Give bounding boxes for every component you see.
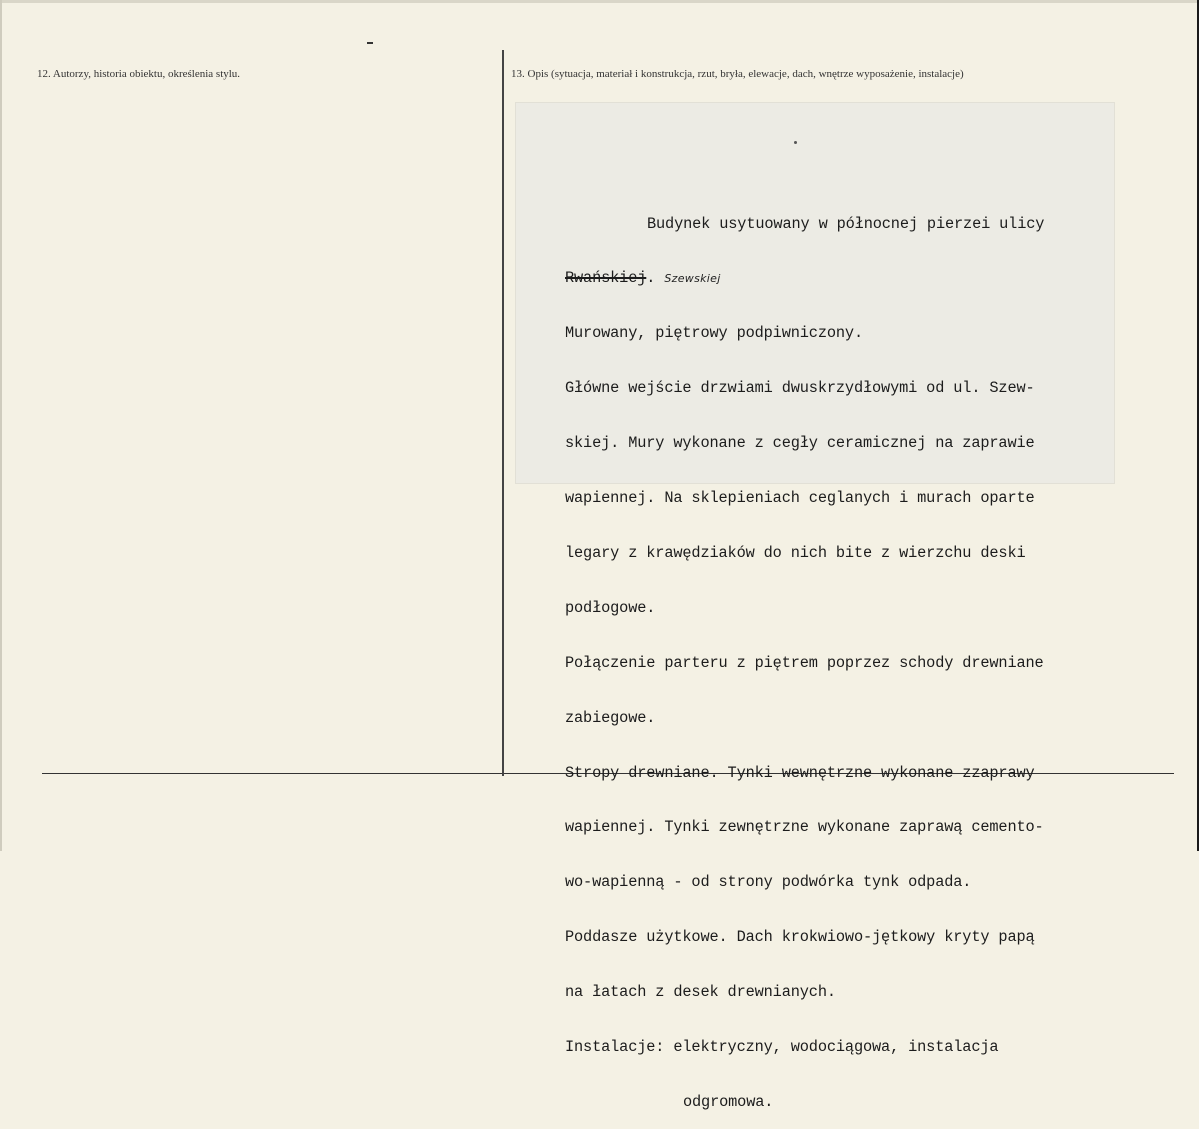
section-12-label: 12. Autorzy, historia obiektu, określenia stylu. — [37, 68, 241, 80]
description-last-line: odgromowa. — [683, 1092, 774, 1111]
description-line: podłogowe. — [565, 598, 656, 617]
page-top-edge — [0, 0, 1199, 3]
speck-mark — [794, 141, 797, 144]
description-line: wo-wapienną - od strony podwórka tynk odpada. — [565, 873, 972, 892]
description-line: Połączenie parteru z piętrem poprzez schody drewniane — [565, 653, 1044, 672]
description-line: skiej. Mury wykonane z cegły ceramicznej na zaprawie — [565, 434, 1035, 453]
description-line: wapiennej. Tynki zewnętrzne wykonane zaprawą cemento- — [565, 818, 1044, 837]
description-line: Główne wejście drzwiami dwuskrzydłowymi od ul. Szew- — [565, 379, 1035, 398]
description-line: Murowany, piętrowy podpiwniczony. — [565, 324, 863, 343]
page-left-edge — [0, 0, 2, 851]
section-13-label: 13. Opis (sytuacja, materiał i konstrukcja, rzut, bryła, elewacje, dach, wnętrze wyposażenie, instalacje) — [511, 68, 964, 80]
description-line: Instalacje: elektryczny, wodociągowa, instalacja — [565, 1037, 999, 1056]
description-line: na łatach z desek drewnianych. — [565, 983, 836, 1002]
description-line-1: Budynek usytuowany w północnej pierzei ulicy — [647, 214, 1045, 233]
description-line: legary z krawędziaków do nich bite z wierzchu deski — [565, 543, 1026, 562]
description-line: Poddasze użytkowe. Dach krokwiowo-jętkowy kryty papą — [565, 928, 1035, 947]
scan-mark — [367, 42, 373, 44]
description-line: Stropy drewniane. Tynki wewnętrzne wykonane zzaprawy — [565, 763, 1035, 782]
column-divider — [502, 50, 504, 774]
description-line: zabiegowe. — [565, 708, 656, 727]
description-line: wapiennej. Na sklepieniach ceglanych i murach oparte — [565, 489, 1035, 508]
handwritten-correction: Szewskiej — [664, 272, 721, 286]
divider-foot — [502, 768, 504, 776]
street-name-punctuation: . — [646, 269, 656, 288]
struck-street-name: Rwańskiej — [565, 269, 647, 288]
description-line-2 — [565, 269, 1110, 287]
typed-description — [565, 178, 1110, 1129]
